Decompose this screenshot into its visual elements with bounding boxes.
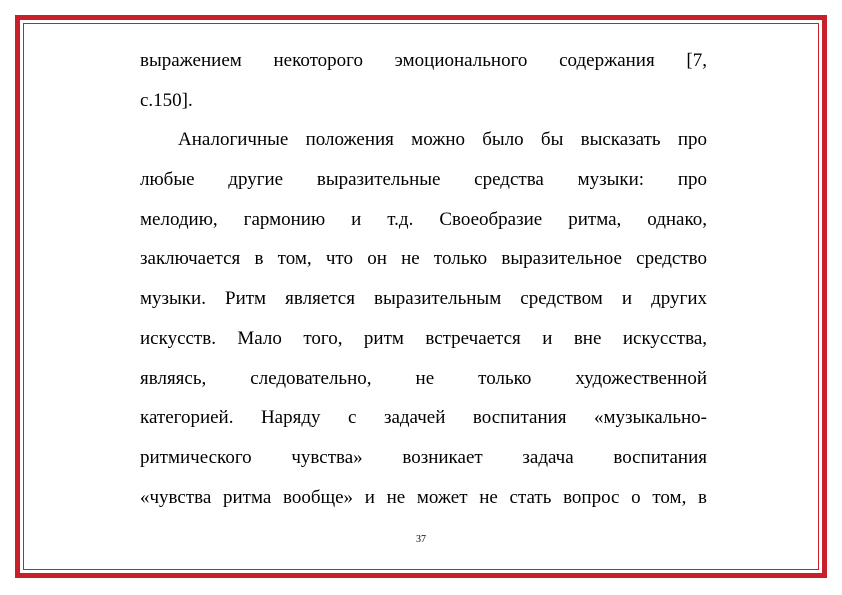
text-line: любые другие выразительные средства музыки: про	[140, 169, 707, 191]
text-line: с.150].	[140, 89, 193, 111]
page-number: 37	[416, 534, 426, 545]
text-line: искусств. Мало того, ритм встречается и вне искусства,	[140, 327, 707, 349]
text-line: «чувства ритма вообще» и не может не стать вопрос о том, в	[140, 486, 707, 508]
body-text	[140, 41, 707, 517]
text-line: выражением некоторого эмоционального содержания [7,	[140, 50, 707, 71]
text-line: являясь, следовательно, не только художественной	[140, 367, 707, 389]
text-line: ритмического чувства» возникает задача воспитания	[140, 446, 707, 468]
text-line: заключается в том, что он не только выразительное средство	[140, 248, 707, 270]
paragraph-first-line: Аналогичные положения можно было бы высказать про	[178, 129, 707, 151]
text-line: мелодию, гармонию и т.д. Своеобразие ритма, однако,	[140, 208, 707, 230]
text-line: музыки. Ритм является выразительным средством и других	[140, 288, 707, 310]
text-line: категорией. Наряду с задачей воспитания «музыкально-	[140, 407, 707, 429]
